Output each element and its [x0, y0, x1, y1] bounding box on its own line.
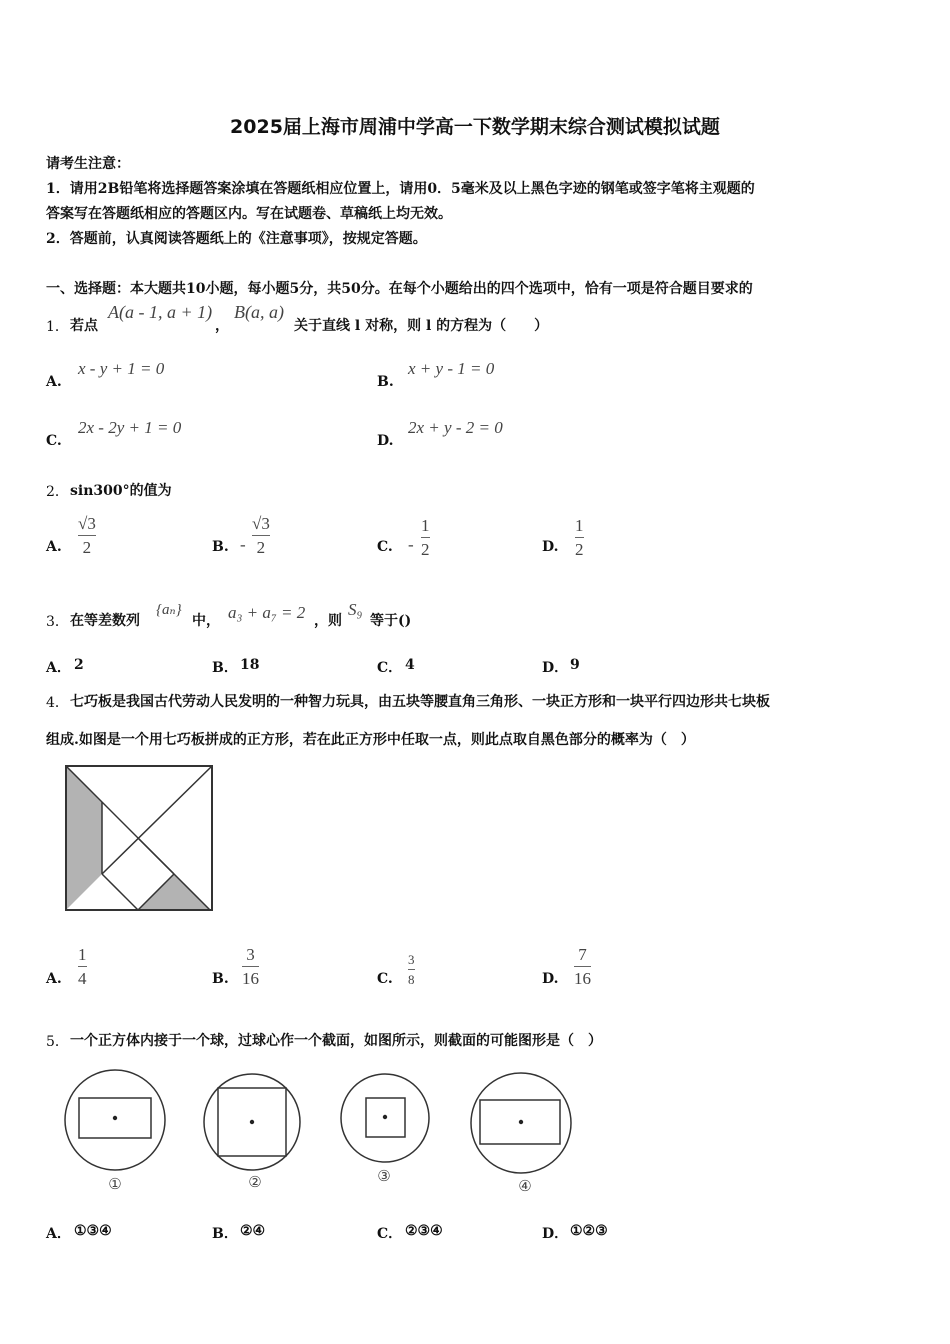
q3-sum: S₉ [348, 600, 363, 619]
q1-option-a-letter: A. [46, 374, 62, 390]
q5-text: 一个正方体内接于一个球，过球心作一个截面，如图所示，则截面的可能图形是（ ） [70, 1033, 602, 1049]
q1-point-b: B(a, a) [234, 302, 284, 322]
q2-text: sin300°的值为 [70, 483, 172, 499]
q3-option-b-letter: B． [212, 660, 238, 676]
q3-option-d-letter: D． [542, 660, 569, 676]
q2-option-a-fraction [78, 515, 96, 556]
q3-option-b-value: 18 [240, 657, 260, 673]
q4-option-c-fraction [408, 953, 415, 986]
section-heading: 一、选择题：本大题共10小题，每小题5分，共50分。在每个小题给出的四个选项中，恰有一项是符合题目要求的 [46, 281, 753, 297]
fraction-bar [78, 535, 96, 536]
q3-option-d-value: 9 [570, 657, 580, 673]
center-dot [519, 1120, 523, 1124]
q2-option-c-letter: C. [377, 539, 393, 555]
fraction-bar [78, 966, 87, 967]
q4-option-a-letter: A. [46, 971, 62, 987]
fraction-numerator: 3 [246, 945, 255, 964]
q4-option-a-fraction [78, 946, 87, 987]
q2-option-c-fraction [421, 517, 430, 558]
notice-line-1: 1．请用2B铅笔将选择题答案涂填在答题纸相应位置上，请用0．5毫米及以上黑色字迹的钢笔或签字笔将主观题的 [46, 181, 755, 197]
q1-option-c-letter: C. [46, 433, 62, 449]
center-dot [113, 1116, 117, 1120]
q1-option-b-letter: B. [377, 374, 394, 390]
q5-option-d-letter: D． [542, 1226, 569, 1242]
section-figure-3 [341, 1074, 429, 1162]
fraction-bar [575, 537, 584, 538]
q1-pre: 若点 [70, 318, 98, 334]
notice-heading: 请考生注意： [46, 156, 130, 172]
q3-mid: 中， [192, 613, 220, 629]
figure-label-1: ① [108, 1175, 122, 1193]
fraction-numerator: √3 [78, 514, 96, 533]
shaded-triangle [138, 874, 210, 910]
tangram-line [138, 838, 174, 874]
fraction-bar [574, 966, 591, 967]
fraction-denominator: 16 [574, 969, 591, 988]
q2-number: 2． [46, 484, 69, 500]
q2-option-b-sign: - [240, 535, 246, 554]
q2-option-d-letter: D. [542, 539, 559, 555]
q5-option-b-letter: B． [212, 1226, 238, 1242]
q4-number: 4． [46, 695, 69, 711]
q5-option-d-value: ①②③ [570, 1223, 608, 1239]
q1-option-d-letter: D. [377, 433, 394, 449]
tangram-line [102, 874, 138, 910]
section-figure-1 [65, 1070, 165, 1170]
fraction-numerator: √3 [252, 514, 270, 533]
fraction-numerator: 1 [421, 516, 430, 535]
notice-line-2: 答案写在答题纸相应的答题区内。写在试题卷、草稿纸上均无效。 [46, 206, 452, 222]
q2-option-b-fraction [252, 515, 270, 556]
fraction-numerator: 1 [575, 516, 584, 535]
tangram-figure [60, 760, 220, 920]
fraction-denominator: 2 [82, 538, 92, 557]
q3-sequence: {aₙ} [156, 602, 182, 618]
shaded-parallelogram [66, 766, 102, 910]
q3-option-a-value: 2 [74, 657, 84, 673]
q4-line-2: 组成.如图是一个用七巧板拼成的正方形，若在此正方形中任取一点，则此点取自黑色部分的概率为（ ） [46, 732, 695, 748]
figure-label-3: ③ [377, 1167, 391, 1185]
q3-condition: a₃ + a₇ = 2 [228, 603, 306, 622]
fraction-numerator: 3 [408, 952, 415, 967]
q5-option-c-letter: C． [377, 1226, 403, 1242]
q5-option-a-value: ①③④ [74, 1223, 112, 1239]
q2-option-b-letter: B. [212, 539, 229, 555]
q5-option-c-value: ②③④ [405, 1223, 443, 1239]
fraction-denominator: 16 [242, 969, 259, 988]
figure-label-2: ② [248, 1173, 262, 1191]
q3-pre: 在等差数列 [70, 613, 140, 629]
fraction-bar [408, 969, 415, 970]
q1-option-a-expr: x - y + 1 = 0 [78, 359, 165, 378]
q1-option-d-expr: 2x + y - 2 = 0 [408, 418, 503, 437]
sphere-sections-figure [55, 1065, 585, 1200]
q3-option-c-letter: C． [377, 660, 403, 676]
q1-number: 1． [46, 319, 69, 335]
fraction-denominator: 2 [256, 538, 266, 557]
q4-option-d-fraction [574, 946, 591, 987]
fraction-denominator: 4 [78, 969, 87, 988]
q4-option-b-fraction [242, 946, 259, 987]
q3-number: 3． [46, 614, 69, 630]
q4-option-d-letter: D. [542, 971, 559, 987]
fraction-bar [252, 535, 270, 536]
fraction-bar [242, 966, 259, 967]
fraction-denominator: 2 [575, 540, 584, 559]
q5-option-a-letter: A． [46, 1226, 71, 1242]
fraction-denominator: 2 [421, 540, 430, 559]
q1-option-c-expr: 2x - 2y + 1 = 0 [78, 418, 182, 437]
section-figure-4 [471, 1073, 571, 1173]
q3-option-a-letter: A． [46, 660, 71, 676]
q3-then: ，则 [314, 613, 342, 629]
q5-number: 5． [46, 1034, 69, 1050]
q1-option-b-expr: x + y - 1 = 0 [408, 359, 495, 378]
fraction-denominator: 8 [408, 972, 415, 987]
center-dot [383, 1115, 387, 1119]
page-title: 2025届上海市周浦中学高一下数学期末综合测试模拟试题 [230, 116, 720, 138]
q2-option-a-letter: A. [46, 539, 62, 555]
section-figure-2 [204, 1074, 300, 1170]
center-dot [250, 1120, 254, 1124]
q4-option-b-letter: B. [212, 971, 229, 987]
q1-point-a: A(a - 1, a + 1) [108, 302, 213, 322]
fraction-numerator: 7 [578, 945, 587, 964]
q4-option-c-letter: C. [377, 971, 393, 987]
q5-option-b-value: ②④ [240, 1223, 266, 1239]
fraction-numerator: 1 [78, 945, 87, 964]
q3-post: 等于() [370, 613, 412, 629]
q3-option-c-value: 4 [405, 657, 415, 673]
fraction-bar [421, 537, 430, 538]
figure-label-4: ④ [518, 1177, 532, 1195]
notice-line-3: 2．答题前，认真阅读答题纸上的《注意事项》，按规定答题。 [46, 231, 427, 247]
q4-line-1: 七巧板是我国古代劳动人民发明的一种智力玩具，由五块等腰直角三角形、一块正方形和一块平行四边形共七块板 [70, 694, 770, 710]
q1-post: 关于直线 l 对称，则 l 的方程为（ ） [294, 318, 549, 334]
q2-option-d-fraction [575, 517, 584, 558]
q2-option-c-sign: - [408, 535, 414, 554]
q1-sep: ， [215, 318, 229, 334]
